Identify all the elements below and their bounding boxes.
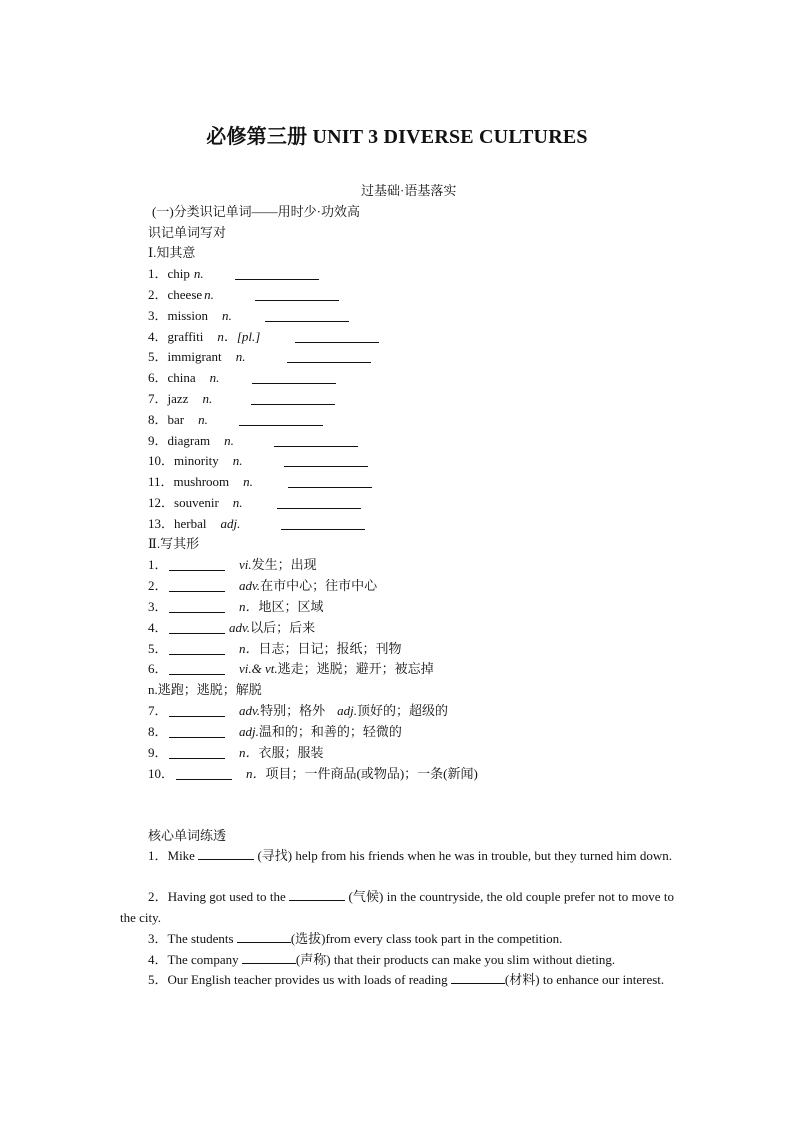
answer-blank[interactable]	[281, 517, 365, 530]
answer-blank[interactable]	[169, 558, 225, 571]
list-item-meaning: adv.以后；后来	[229, 620, 316, 635]
core-heading: 核心单词练透	[148, 828, 227, 843]
section-header: 过基础·语基落实	[361, 183, 457, 198]
answer-blank[interactable]	[169, 642, 225, 655]
list-item: 3．mission n.	[148, 308, 232, 323]
answer-blank[interactable]	[274, 434, 358, 447]
sentence-item: 3．The students (选拔)from every class took part in the competition.	[148, 931, 563, 946]
answer-blank[interactable]	[169, 579, 225, 592]
answer-blank[interactable]	[287, 350, 371, 363]
answer-blank[interactable]	[288, 475, 372, 488]
list-item: 3．	[148, 599, 168, 614]
answer-blank[interactable]	[237, 931, 291, 943]
list-item: 5．immigrant n.	[148, 349, 246, 364]
list-item-continuation: n.逃跑；逃脱；解脱	[148, 682, 262, 697]
list-item-meaning: adj.温和的；和善的；轻微的	[239, 724, 402, 739]
list-item-meaning: n．日志；日记；报纸；刊物	[239, 641, 402, 656]
list-item: 9．diagram n.	[148, 433, 234, 448]
list-item-meaning: vi.& vt.逃走；逃脱；避开；被忘掉	[239, 661, 434, 676]
list-item: 7．jazz n.	[148, 391, 213, 406]
answer-blank[interactable]	[198, 848, 254, 860]
list-item: 5．	[148, 641, 168, 656]
answer-blank[interactable]	[239, 413, 323, 426]
list-item: 6．	[148, 661, 168, 676]
answer-blank[interactable]	[252, 371, 336, 384]
sentence-item: 4．The company (声称) that their products can make you slim without dieting.	[148, 952, 616, 967]
answer-blank[interactable]	[242, 952, 296, 964]
sentence-item: 5．Our English teacher provides us with loads of reading (材料) to enhance our interest.	[148, 972, 665, 987]
answer-blank[interactable]	[169, 662, 225, 675]
answer-blank[interactable]	[169, 704, 225, 717]
list-item: 11．mushroom n.	[148, 474, 253, 489]
subsection-title: (一)分类识记单词——用时少·功效高	[152, 204, 360, 219]
answer-blank[interactable]	[289, 889, 345, 901]
list-item: 8．bar n.	[148, 412, 208, 427]
answer-blank[interactable]	[255, 288, 339, 301]
page-title: 必修第三册 UNIT 3 DIVERSE CULTURES	[206, 126, 588, 148]
list-item: 2．cheese n.	[148, 287, 214, 302]
list-item: 13．herbal adj.	[148, 516, 241, 531]
list-item: 1．	[148, 557, 168, 572]
sentence-item: 2．Having got used to the (气候) in the countryside, the old couple prefer not to move to the city.	[120, 889, 674, 925]
answer-blank[interactable]	[176, 767, 232, 780]
answer-blank[interactable]	[295, 330, 379, 343]
list-item-meaning: n．衣服；服装	[239, 745, 324, 760]
answer-blank[interactable]	[451, 972, 505, 984]
answer-blank[interactable]	[284, 454, 368, 467]
answer-blank[interactable]	[169, 600, 225, 613]
list-item: 8．	[148, 724, 168, 739]
answer-blank[interactable]	[251, 392, 335, 405]
list-item-meaning: adv.特别；格外 adj.顶好的；超级的	[239, 703, 448, 718]
answer-blank[interactable]	[235, 267, 319, 280]
answer-blank[interactable]	[169, 621, 225, 634]
list-item: 10．	[148, 766, 175, 781]
answer-blank[interactable]	[277, 496, 361, 509]
list-item: 12．souvenir n.	[148, 495, 243, 510]
list-item: 7．	[148, 703, 168, 718]
list-item: 1．chip n.	[148, 266, 204, 281]
answer-blank[interactable]	[169, 725, 225, 738]
list-item: 6．china n.	[148, 370, 220, 385]
part1-heading: Ⅰ.知其意	[148, 245, 196, 260]
answer-blank[interactable]	[169, 746, 225, 759]
list-item-meaning: n．项目；一件商品(或物品)；一条(新闻)	[246, 766, 478, 781]
list-item-meaning: vi.发生；出现	[239, 557, 317, 572]
answer-blank[interactable]	[265, 309, 349, 322]
list-item-meaning: adv.在市中心；往市中心	[239, 578, 378, 593]
list-item: 9．	[148, 745, 168, 760]
list-item-meaning: n．地区；区域	[239, 599, 324, 614]
sentence-item: 1．Mike (寻找) help from his friends when he was in trouble, but they turned him down.	[148, 848, 672, 863]
list-item: 4．graffiti n．[pl.]	[148, 329, 261, 344]
list-item: 10．minority n.	[148, 453, 243, 468]
list-item: 4．	[148, 620, 168, 635]
part-label: 识记单词写对	[148, 225, 227, 240]
part2-heading: Ⅱ.写其形	[148, 536, 200, 551]
list-item: 2．	[148, 578, 168, 593]
